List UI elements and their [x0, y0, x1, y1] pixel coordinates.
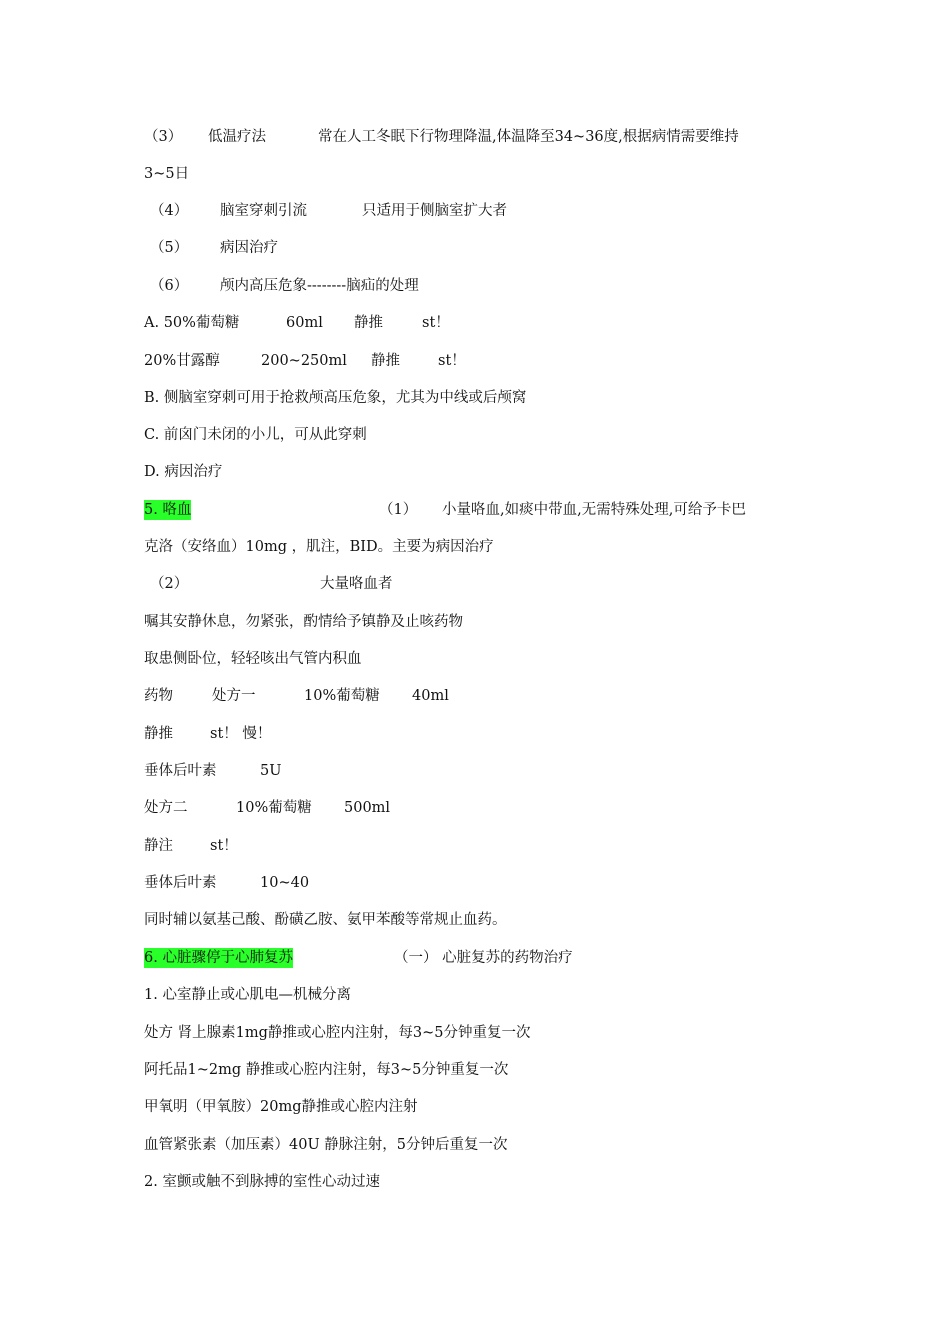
- item-number: （1）: [379, 502, 418, 518]
- item-text: 取患侧卧位，轻轻咳出气管内积血: [144, 651, 362, 667]
- item-title: 颅内高压危象--------脑疝的处理: [220, 278, 419, 294]
- item-title: 脑室穿刺引流: [220, 203, 307, 219]
- drug-name: 10%葡萄糖: [304, 688, 380, 704]
- prescription-label: 处方一: [212, 688, 256, 704]
- item-number: （4）: [150, 203, 189, 219]
- drug-dose: 40ml: [412, 688, 449, 704]
- item-text: 处方 肾上腺素1mg静推或心腔内注射，每3~5分钟重复一次: [144, 1025, 531, 1041]
- item-text: 3~5日: [144, 166, 190, 182]
- item-text: 同时辅以氨基己酸、酚磺乙胺、氨甲苯酸等常规止血药。: [144, 912, 507, 928]
- item-number: （3）: [144, 129, 183, 145]
- drug-freq: st！: [438, 353, 466, 369]
- drug-dose: 5U: [260, 763, 282, 779]
- item-text: C. 前囟门未闭的小儿，可从此穿刺: [144, 427, 367, 443]
- drug-freq: st！ 慢！: [210, 726, 272, 742]
- subsection-heading: （一） 心脏复苏的药物治疗: [394, 950, 573, 966]
- section-heading: 5. 咯血: [144, 502, 192, 518]
- item-text: 只适用于侧脑室扩大者: [362, 203, 507, 219]
- item-text: 小量咯血,如痰中带血,无需特殊处理,可给予卡巴: [442, 502, 746, 518]
- drug-name: 垂体后叶素: [144, 763, 217, 779]
- item-number: （6）: [150, 278, 189, 294]
- drug-name: A. 50%葡萄糖: [144, 315, 240, 331]
- drug-dose: 500ml: [344, 800, 391, 816]
- drug-freq: st！: [422, 315, 450, 331]
- text-line: [144, 1172, 380, 1232]
- drug-dose: 60ml: [286, 315, 323, 331]
- drug-name: 10%葡萄糖: [236, 800, 312, 816]
- drug-label: 药物: [144, 688, 173, 704]
- drug-route: 静注: [144, 838, 173, 854]
- item-text: 1. 心室静止或心肌电—机械分离: [144, 987, 351, 1003]
- drug-freq: st！: [210, 838, 238, 854]
- item-text: 甲氧明（甲氧胺）20mg静推或心腔内注射: [144, 1099, 418, 1115]
- item-number: （2）: [150, 576, 189, 592]
- item-text: D. 病因治疗: [144, 464, 223, 480]
- item-text: 常在人工冬眠下行物理降温,体温降至34~36度,根据病情需要维持: [318, 129, 739, 145]
- drug-dose: 10~40: [260, 875, 310, 891]
- item-text: B. 侧脑室穿刺可用于抢救颅高压危象，尤其为中线或后颅窝: [144, 390, 527, 406]
- drug-route: 静推: [371, 353, 400, 369]
- item-title: 大量咯血者: [320, 576, 393, 592]
- item-text: 嘱其安静休息，勿紧张，酌情给予镇静及止咳药物: [144, 614, 463, 630]
- drug-route: 静推: [354, 315, 383, 331]
- item-text: 阿托品1~2mg 静推或心腔内注射，每3~5分钟重复一次: [144, 1062, 509, 1078]
- section-heading: 6. 心脏骤停于心肺复苏: [144, 950, 293, 966]
- prescription-label: 处方二: [144, 800, 188, 816]
- item-number: （5）: [150, 240, 189, 256]
- item-title: 低温疗法: [208, 129, 266, 145]
- drug-dose: 200~250ml: [261, 353, 347, 369]
- item-text: 克洛（安络血）10mg ，肌注，BID。主要为病因治疗: [144, 539, 494, 555]
- drug-route: 静推: [144, 726, 173, 742]
- item-text: 2. 室颤或触不到脉搏的室性心动过速: [144, 1174, 380, 1190]
- item-text: 血管紧张素（加压素）40U 静脉注射，5分钟后重复一次: [144, 1137, 508, 1153]
- drug-name: 20%甘露醇: [144, 353, 220, 369]
- item-title: 病因治疗: [220, 240, 278, 256]
- drug-name: 垂体后叶素: [144, 875, 217, 891]
